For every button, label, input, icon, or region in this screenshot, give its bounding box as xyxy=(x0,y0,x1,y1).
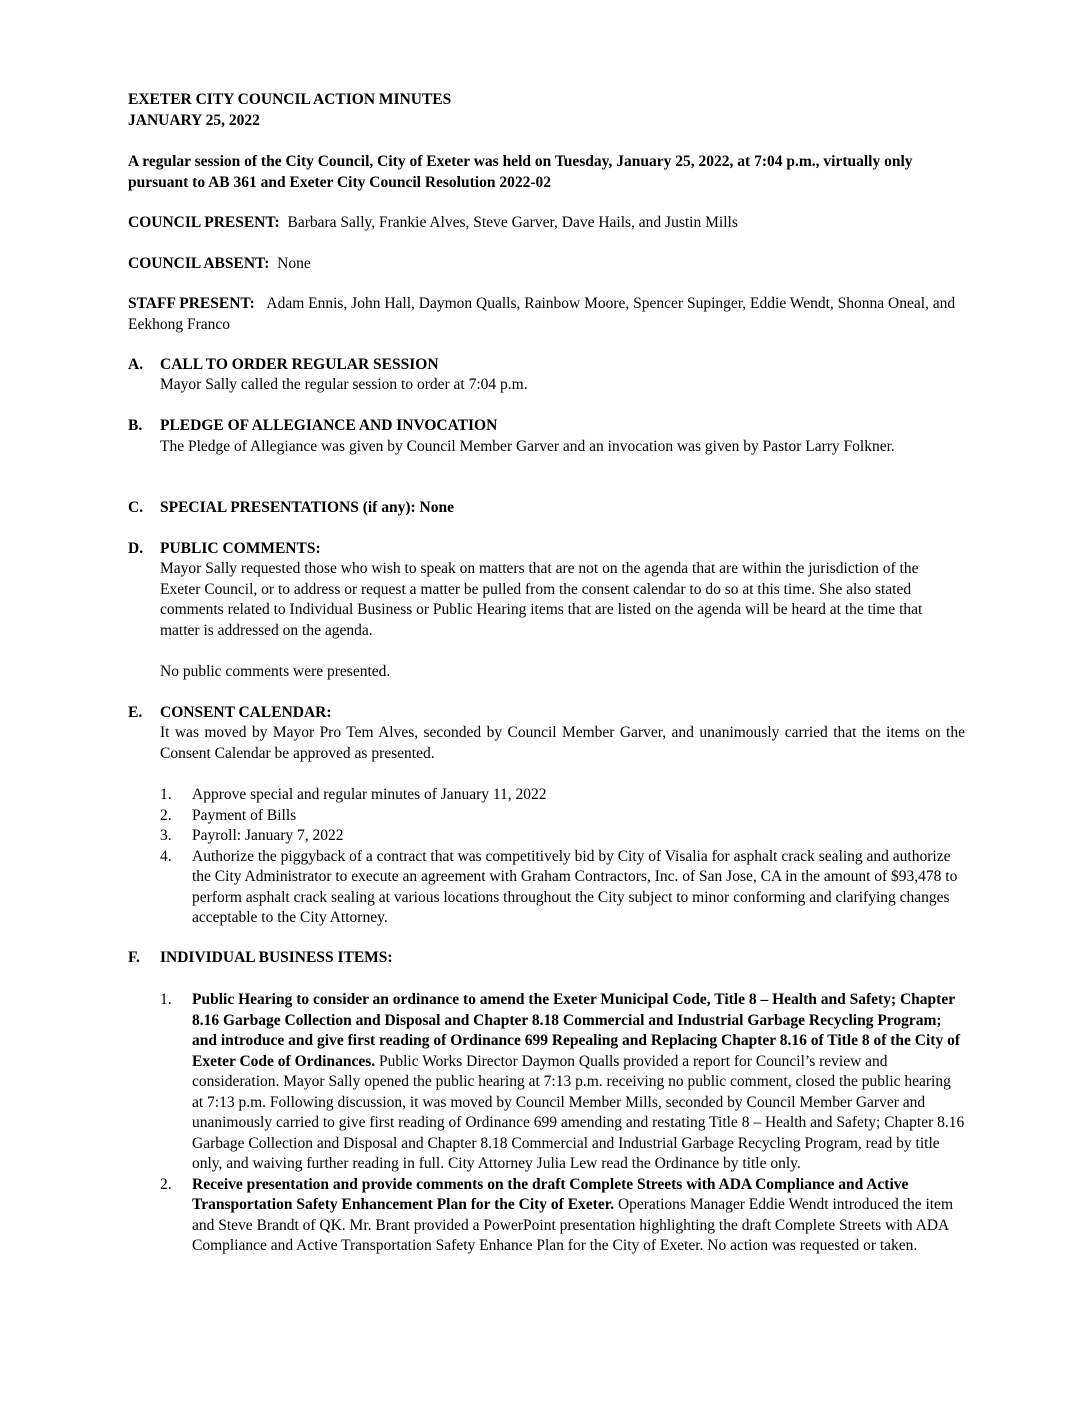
list-item-number: 2. xyxy=(160,1175,172,1193)
staff-present xyxy=(128,294,968,335)
list-item-number: 1. xyxy=(160,991,172,1008)
list-item-text: Operations Manager Eddie Wendt introduced the item and Steve Brandt of QK. Mr. Brant provided a PowerPoint presentation highlighting the draft Complete Streets with ADA Compliance and Active Transportation Safety Enhance Plan for the City of Exeter. No action was requested or taken. xyxy=(192,1196,953,1254)
list-item xyxy=(160,990,965,1175)
council-absent-value: None xyxy=(277,255,311,272)
section-d-body-1: Mayor Sally requested those who wish to speak on matters that are not on the agenda that are within the jurisdiction of the Exeter Council, or to address or request a matter be pulled from the consent calendar to do so at this time. She also stated comments related to Individual Business or Public Hearing items that are listed on the agenda will be heard at the time that matter is addressed on the agenda. xyxy=(160,560,923,639)
list-item xyxy=(160,847,965,929)
title-line-1: EXETER CITY COUNCIL ACTION MINUTES xyxy=(128,91,452,108)
section-a-body: Mayor Sally called the regular session to order at 7:04 p.m. xyxy=(160,376,528,393)
list-item-text: Approve special and regular minutes of January 11, 2022 xyxy=(192,786,547,803)
list-item xyxy=(160,1175,965,1257)
list-item-number: 1. xyxy=(160,786,172,803)
business-items-list xyxy=(160,990,965,1257)
list-item-number: 3. xyxy=(160,827,172,844)
council-present-value: Barbara Sally, Frankie Alves, Steve Garver, Dave Hails, and Justin Mills xyxy=(287,214,738,231)
intro-paragraph: A regular session of the City Council, City of Exeter was held on Tuesday, January 25, 2022, at 7:04 p.m., virtually only pursuant to AB 361 and Exeter City Council Resolution 2022-02 xyxy=(128,153,913,191)
staff-present-value: Adam Ennis, John Hall, Daymon Qualls, Rainbow Moore, Spencer Supinger, Eddie Wendt, Shonna Oneal, and Eekhong Franco xyxy=(128,295,956,333)
list-item-text: Payroll: January 7, 2022 xyxy=(192,827,344,844)
section-f-title: INDIVIDUAL BUSINESS ITEMS: xyxy=(160,949,393,966)
section-e-letter: E. xyxy=(128,704,143,721)
section-e-title: CONSENT CALENDAR: xyxy=(160,704,332,721)
consent-calendar-list xyxy=(160,785,965,929)
council-absent xyxy=(128,254,968,275)
section-d-body-2: No public comments were presented. xyxy=(160,663,391,680)
list-item-number: 2. xyxy=(160,806,172,824)
section-e-body: It was moved by Mayor Pro Tem Alves, seconded by Council Member Garver, and unanimously carried that the items on the Consent Calendar be approved as presented. xyxy=(160,724,965,762)
council-present-label: COUNCIL PRESENT: xyxy=(128,214,280,231)
list-item-bold-text: Public Hearing to consider an ordinance to amend the Exeter Municipal Code, Title 8 – Health and Safety; Chapter 8.16 Garbage Collection and Disposal and Chapter 8.18 Commercial and Industrial Garbage Recycling Program; and introduce and give first reading of Ordinance 699 Repealing and Replacing Chapter 8.16 of Title 8 of the City of Exeter Code of Ordinances. xyxy=(192,991,960,1070)
list-item-text: Authorize the piggyback of a contract that was competitively bid by City of Visalia for asphalt crack sealing and authorize the City Administrator to execute an agreement with Graham Contractors, Inc. of San Jose, CA in the amount of $93,478 to perform asphalt crack sealing at various locations throughout the City subject to minor conforming and clarifying changes acceptable to the City Attorney. xyxy=(192,847,958,926)
document-title xyxy=(128,90,968,131)
section-b-body: The Pledge of Allegiance was given by Council Member Garver and an invocation was given by Pastor Larry Folkner. xyxy=(160,438,895,455)
list-item xyxy=(160,806,965,827)
council-present xyxy=(128,213,968,234)
list-item-bold-text: Receive presentation and provide comments on the draft Complete Streets with ADA Compliance and Active Transportation Safety Enhancement Plan for the City of Exeter. xyxy=(192,1175,909,1213)
section-f-letter: F. xyxy=(128,949,140,966)
list-item-text: Public Works Director Daymon Qualls provided a report for Council’s review and consideration. Mayor Sally opened the public hearing at 7:13 p.m. receiving no public comment, closed the public hearing at 7:13 p.m. Following discussion, it was moved by Council Member Mills, seconded by Council Member Garver and unanimously carried to give first reading of Ordinance 699 amending and restating Title 8 – Health and Safety; Chapter 8.16 Garbage Collection and Disposal and Chapter 8.18 Commercial and Industrial Garbage Recycling Program, read by title only, and waiving further reading in full. City Attorney Julia Lew read the Ordinance by title only. xyxy=(192,1052,965,1172)
list-item-number: 4. xyxy=(160,847,172,865)
list-item xyxy=(160,826,965,847)
section-d-letter: D. xyxy=(128,540,144,557)
title-line-2: JANUARY 25, 2022 xyxy=(128,111,260,129)
section-c-title: SPECIAL PRESENTATIONS (if any): None xyxy=(160,499,454,516)
section-b-letter: B. xyxy=(128,417,143,434)
list-item xyxy=(160,785,965,806)
section-d-title: PUBLIC COMMENTS: xyxy=(160,540,321,557)
section-b-title: PLEDGE OF ALLEGIANCE AND INVOCATION xyxy=(160,417,498,434)
staff-present-label: STAFF PRESENT: xyxy=(128,295,255,312)
section-a-title: CALL TO ORDER REGULAR SESSION xyxy=(160,356,439,373)
section-a-letter: A. xyxy=(128,356,144,373)
council-absent-label: COUNCIL ABSENT: xyxy=(128,255,270,272)
section-c-letter: C. xyxy=(128,499,144,516)
list-item-text: Payment of Bills xyxy=(192,806,297,824)
